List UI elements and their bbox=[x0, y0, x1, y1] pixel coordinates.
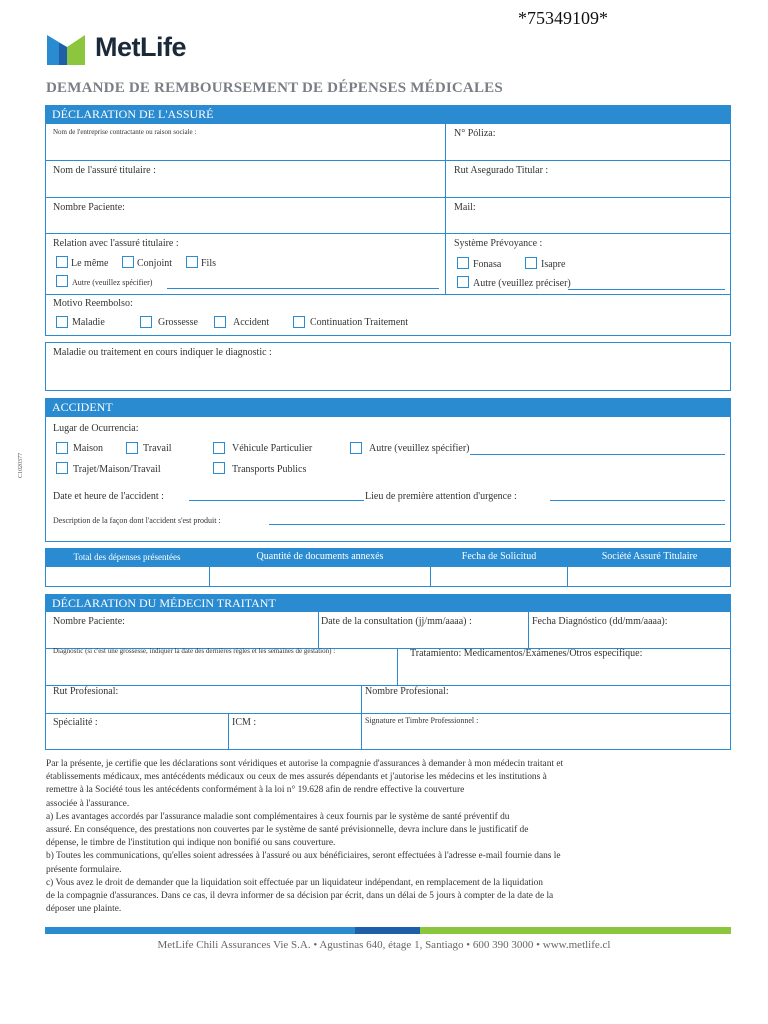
section-header-accident: ACCIDENT bbox=[45, 398, 731, 416]
legal-line: remettre à la Société tous les antécédents conformément à la loi n° 19.628 afin de rendre effective la couverture bbox=[46, 785, 465, 796]
footer-bar-green bbox=[420, 927, 731, 934]
option-maison: Maison bbox=[73, 443, 103, 454]
legal-line: de la compagnie d'assurances. Dans ce cas, il devra informer de sa décision par écrit, dans un délai de 5 jours à compter de la date de la bbox=[46, 891, 554, 902]
legal-line: associée à l'assurance. bbox=[46, 798, 130, 809]
footer-bar-dark-blue bbox=[355, 927, 420, 934]
checkbox-maladie[interactable] bbox=[56, 316, 68, 328]
checkbox-relation-other[interactable] bbox=[56, 275, 68, 287]
system-label: Système Prévoyance : bbox=[454, 238, 543, 249]
motivo-label: Motivo Reembolso: bbox=[53, 298, 133, 309]
table-header-total: Total des dépenses présentées bbox=[45, 548, 209, 566]
consultation-date-label: Date de la consultation (jj/mm/aaaa) : bbox=[321, 616, 472, 627]
option-conjoint: Conjoint bbox=[137, 258, 173, 269]
option-system-other: Autre (veuillez préciser) bbox=[473, 278, 571, 289]
rut-profesional-label: Rut Profesional: bbox=[53, 686, 119, 697]
option-continuation: Continuation Traitement bbox=[310, 317, 409, 328]
document-title: DEMANDE DE REMBOURSEMENT DE DÉPENSES MÉDICALES bbox=[46, 80, 503, 96]
checkbox-isapre[interactable] bbox=[525, 257, 537, 269]
checkbox-maison[interactable] bbox=[56, 442, 68, 454]
option-transports: Transports Publics bbox=[232, 464, 307, 475]
tratamiento-label: Tratamiento: Medicamentos/Exámenes/Otros especifique: bbox=[410, 648, 643, 659]
doctor-patient-label: Nombre Paciente: bbox=[53, 616, 125, 627]
accident-date-label: Date et heure de l'accident : bbox=[53, 491, 164, 502]
option-vehicule: Véhicule Particulier bbox=[232, 443, 313, 454]
legal-line: assuré. En conséquence, des prestations non couvertes par le système de santé prévisionnelle, devra inclure dans le justificatif de bbox=[46, 825, 529, 836]
option-fonasa: Fonasa bbox=[473, 259, 502, 270]
lugar-label: Lugar de Ocurrencia: bbox=[53, 423, 139, 434]
footer-address: MetLife Chili Assurances Vie S.A. • Agustinas 640, étage 1, Santiago • 600 390 3000 • www.metlife.cl bbox=[157, 939, 611, 951]
footer-bar-blue bbox=[45, 927, 355, 934]
nombre-profesional-label: Nombre Profesional: bbox=[365, 686, 449, 697]
diagnosis-label: Maladie ou traitement en cours indiquer le diagnostic : bbox=[53, 347, 272, 358]
policy-number-label: N° Póliza: bbox=[454, 128, 496, 139]
metlife-logo-icon bbox=[45, 31, 89, 67]
option-accident-other: Autre (veuillez spécifier) bbox=[369, 443, 470, 454]
legal-line: dépense, le timbre de l'institution qui indique non bonifié ou sans couverture. bbox=[46, 838, 336, 849]
legal-line: présente formulaire. bbox=[46, 864, 122, 875]
doctor-declaration-box bbox=[45, 611, 731, 750]
checkbox-continuation[interactable] bbox=[293, 316, 305, 328]
checkbox-fils[interactable] bbox=[186, 256, 198, 268]
option-le-meme: Le même bbox=[71, 258, 109, 269]
checkbox-vehicule[interactable] bbox=[213, 442, 225, 454]
checkbox-conjoint[interactable] bbox=[122, 256, 134, 268]
accident-description-field[interactable] bbox=[269, 524, 725, 525]
company-name-label: Nom de l'entreprise contractante ou raison sociale : bbox=[53, 128, 197, 136]
checkbox-travail[interactable] bbox=[126, 442, 138, 454]
legal-line: Par la présente, je certifie que les déclarations sont véridiques et autorise la compagnie d'assurances à demander à mon médecin traitant et bbox=[46, 759, 564, 769]
relation-label: Relation avec l'assuré titulaire : bbox=[53, 238, 179, 249]
specialite-label: Spécialité : bbox=[53, 717, 98, 728]
table-header-fecha: Fecha de Solicitud bbox=[431, 548, 567, 566]
section-header-insured: DÉCLARATION DE L'ASSURÉ bbox=[45, 105, 731, 123]
checkbox-accident[interactable] bbox=[214, 316, 226, 328]
section-header-doctor: DÉCLARATION DU MÉDECIN TRAITANT bbox=[45, 594, 731, 612]
legal-line: c) Vous avez le droit de demander que la liquidation soit effectuée par un liquidateur indépendant, en remplacement de la liquidation bbox=[46, 877, 543, 888]
relation-other-field[interactable] bbox=[167, 288, 439, 289]
barcode-text: *75349109* bbox=[518, 8, 608, 28]
accident-description-label: Description de la façon dont l'accident s'est produit : bbox=[53, 516, 221, 525]
checkbox-transports[interactable] bbox=[213, 462, 225, 474]
checkbox-le-meme[interactable] bbox=[56, 256, 68, 268]
diagnostic-label: Diagnostic (si c'est une grossesse, indiquer la date des dernières règles et les semaines de gestation) : bbox=[53, 647, 336, 655]
option-grossesse: Grossesse bbox=[158, 317, 198, 328]
mail-label: Mail: bbox=[454, 202, 476, 213]
option-isapre: Isapre bbox=[541, 259, 566, 270]
legal-line: b) Toutes les communications, qu'elles soient adressées à l'assuré ou aux bénéficiaires, seront effectuées à l'adresse e-mail fournie dans le bbox=[46, 851, 561, 862]
insured-declaration-box bbox=[45, 123, 731, 336]
checkbox-accident-other[interactable] bbox=[350, 442, 362, 454]
checkbox-trajet[interactable] bbox=[56, 462, 68, 474]
logo-wordmark: MetLife bbox=[95, 32, 186, 62]
side-code: C1020377 bbox=[18, 452, 24, 478]
option-travail: Travail bbox=[143, 443, 172, 454]
accident-date-field[interactable] bbox=[189, 500, 364, 501]
option-maladie: Maladie bbox=[72, 317, 105, 328]
urgence-label: Lieu de première attention d'urgence : bbox=[365, 491, 517, 502]
option-accident: Accident bbox=[233, 317, 270, 328]
accident-other-field[interactable] bbox=[470, 454, 725, 455]
patient-name-label: Nombre Paciente: bbox=[53, 202, 125, 213]
checkbox-grossesse[interactable] bbox=[140, 316, 152, 328]
checkbox-fonasa[interactable] bbox=[457, 257, 469, 269]
checkbox-system-other[interactable] bbox=[457, 276, 469, 288]
insured-rut-label: Rut Asegurado Titular : bbox=[454, 165, 549, 176]
option-trajet: Trajet/Maison/Travail bbox=[73, 464, 161, 475]
diagnosis-date-label: Fecha Diagnóstico (dd/mm/aaaa): bbox=[532, 616, 668, 627]
table-header-documents: Quantité de documents annexés bbox=[210, 548, 430, 566]
urgence-field[interactable] bbox=[550, 500, 725, 501]
legal-line: établissements médicaux, mes antécédents médicaux ou ceux de mes assurés dépendants et j'autorise les médecins et les institutions à bbox=[46, 772, 547, 783]
signature-label: Signature et Timbre Professionnel : bbox=[365, 716, 479, 725]
table-header-societe: Société Assuré Titulaire bbox=[568, 548, 731, 566]
system-other-field[interactable] bbox=[568, 289, 725, 290]
insured-name-label: Nom de l'assuré titulaire : bbox=[53, 165, 156, 176]
legal-line: déposer une plainte. bbox=[46, 904, 122, 915]
legal-line: a) Les avantages accordés par l'assurance maladie sont complémentaires à ceux fournis par le système de santé préventif du bbox=[46, 811, 510, 822]
option-fils: Fils bbox=[201, 258, 217, 269]
summary-table-row[interactable] bbox=[45, 566, 731, 587]
option-relation-other: Autre (veuillez spécifier) bbox=[72, 278, 153, 287]
legal-text bbox=[46, 758, 666, 916]
icm-label: ICM : bbox=[232, 717, 257, 728]
